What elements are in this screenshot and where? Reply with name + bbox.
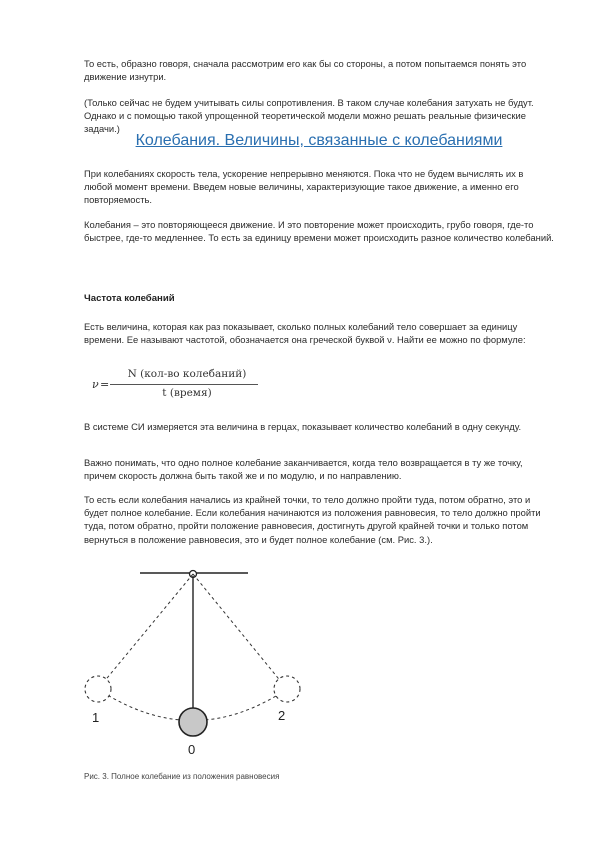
pendulum-bob-left [85, 676, 111, 702]
paragraph-frequency: Есть величина, которая как раз показывает, сколько полных колебаний тело совершает за единицу времени. Ее называют частотой, обозначается она греческой буквой ν. Найти ее можно по формуле: [84, 321, 526, 346]
formula-fraction-bar [110, 384, 258, 385]
pendulum-bob-center [179, 708, 207, 736]
figure-label-0: 0 [188, 742, 196, 757]
paragraph-full-oscillation: Важно понимать, что одно полное колебание заканчивается, когда тело возвращается в ту же точку, причем скорость должна быть такой же и по модулю, и по направлению. [84, 457, 523, 482]
figure-label-1: 1 [92, 710, 100, 725]
frequency-formula [92, 366, 252, 406]
formula-equals: = [100, 378, 110, 391]
paragraph-oscillation-definition: Колебания – это повторяющееся движение. И это повторение может происходить, грубо говоря, где-то быстрее, где-то медленнее. То есть за единицу времени может происходить разное количество колебаний. [84, 219, 554, 244]
paragraph-intro: То есть, образно говоря, сначала рассмотрим его как бы со стороны, а потом попытаемся понять это движение изнутри. [84, 58, 527, 83]
paragraph-equilibrium: То есть если колебания начались из крайней точки, то тело должно пройти туда, потом обратно, это и будет полное колебание. Если колебания начинаются из положения равновесия, то тело должно пройти туда, потом обратно, пройти положение равновесия, достигнуть другой крайней точки и только потом вернуться в положение равновесия, это и будет полное колебание (см. Рис. 3.). [84, 494, 541, 545]
pendulum-bob-right [274, 676, 300, 702]
pendulum-string-left [98, 574, 193, 689]
paragraph-velocity: При колебаниях скорость тела, ускорение непрерывно меняются. Пока что не будем вычислять их в любой момент времени. Введем новые величины, характеризующие такое движение, а именно его повторяемость. [84, 168, 524, 206]
subheading-frequency: Частота колебаний [84, 293, 175, 304]
formula-numerator: N (кол-во колебаний) [127, 368, 247, 380]
formula-symbol: ν [92, 378, 99, 391]
figure-caption: Рис. 3. Полное колебание из положения равновесия [84, 772, 280, 781]
section-heading[interactable]: Колебания. Величины, связанные с колебаниями [135, 132, 503, 149]
pendulum-string-right [193, 574, 287, 689]
formula-denominator: t (время) [162, 387, 212, 399]
paragraph-si-units: В системе СИ измеряется эта величина в герцах, показывает количество колебаний в одну секунду. [84, 421, 522, 432]
paragraph-resistance-note: (Только сейчас не будем учитывать силы сопротивления. В таком случае колебания затухать не будут. Однако и с помощью такой упрощенной теоретической модели можно решать реальные физические задачи.) [84, 97, 534, 135]
figure-label-2: 2 [278, 708, 286, 723]
pendulum-figure [80, 562, 320, 762]
